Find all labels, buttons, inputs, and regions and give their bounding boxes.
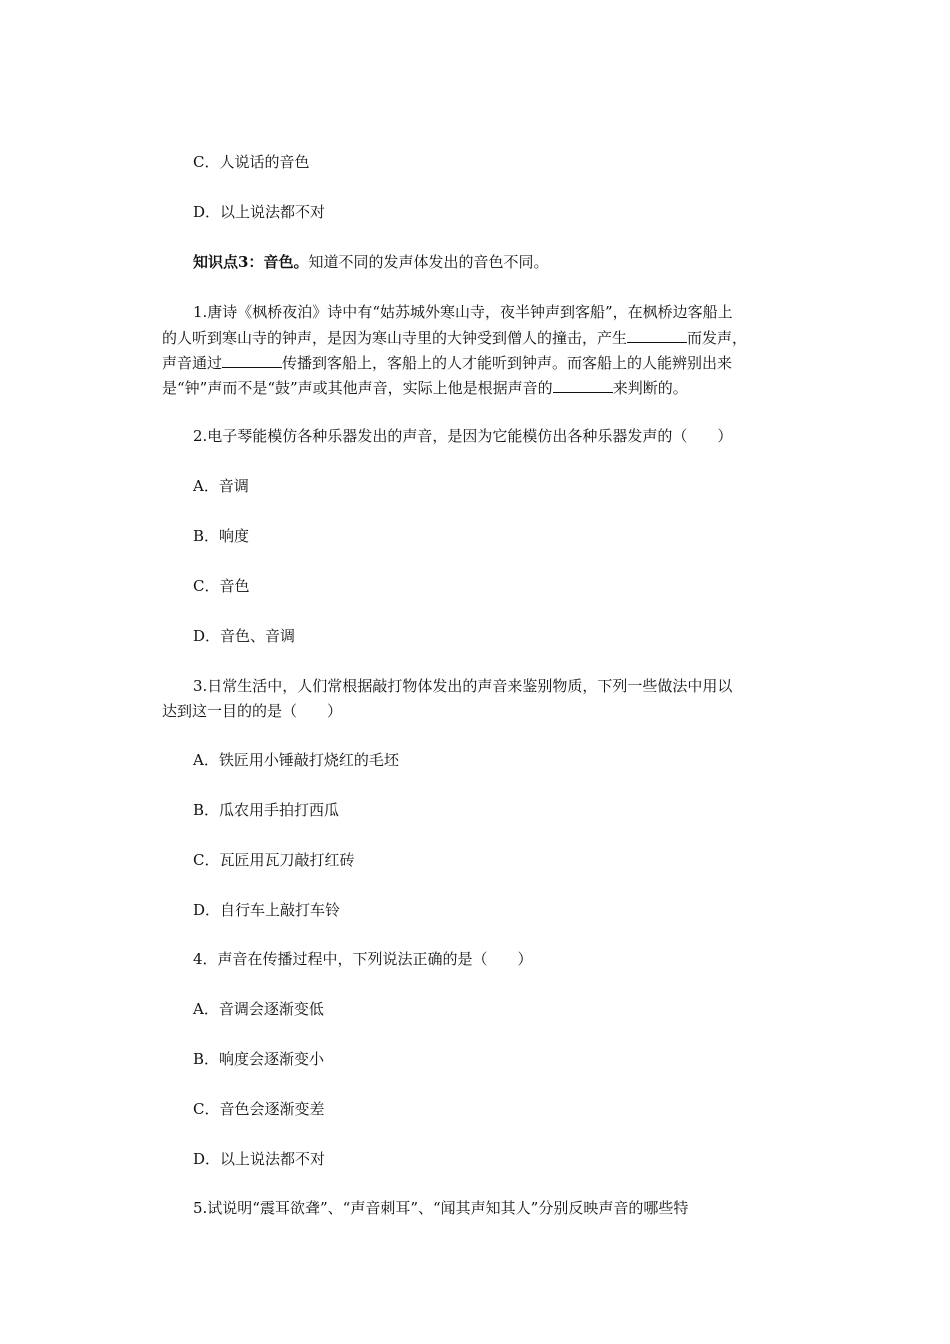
prev-option-c: C．人说话的音色	[193, 153, 310, 171]
answer-blank-3[interactable]	[553, 377, 613, 393]
q2-stem: 2.电子琴能模仿各种乐器发出的声音，是因为它能模仿出各种乐器发声的（ ）	[193, 427, 733, 445]
q1-line-3-text-a: 声音通过	[162, 354, 223, 372]
q5-stem: 5.试说明“震耳欲聋”、“声音刺耳”、“闻其声知其人”分别反映声音的哪些特	[193, 1199, 689, 1217]
q3-option-a[interactable]: A．铁匠用小锤敲打烧红的毛坯	[193, 751, 399, 769]
knowledge-point-text: 知道不同的发声体发出的音色不同。	[308, 253, 549, 271]
q4-option-a[interactable]: A．音调会逐渐变低	[193, 1000, 324, 1018]
q2-option-b[interactable]: B．响度	[193, 527, 250, 545]
q1-line-2	[162, 327, 802, 348]
q1-line-2-text-b: 而发声，	[687, 329, 748, 347]
q2-option-d[interactable]: D．音色、音调	[193, 627, 296, 645]
q1-line-4-text-a: 是“钟”声而不是“鼓”声或其他声音，实际上他是根据声音的	[162, 379, 553, 397]
q1-line-4	[162, 377, 802, 398]
q4-option-b[interactable]: B．响度会逐渐变小	[193, 1050, 325, 1068]
q3-option-c[interactable]: C．瓦匠用瓦刀敲打红砖	[193, 851, 355, 869]
q2-option-a[interactable]: A．音调	[193, 477, 249, 495]
q3-stem-line-1: 3.日常生活中，人们常根据敲打物体发出的声音来鉴别物质，下列一些做法中用以	[193, 677, 733, 695]
prev-option-d: D．以上说法都不对	[193, 203, 326, 221]
knowledge-point-label: 知识点3：音色。	[193, 253, 309, 271]
q4-option-c[interactable]: C．音色会逐渐变差	[193, 1100, 325, 1118]
q3-option-d[interactable]: D．自行车上敲打车铃	[193, 901, 341, 919]
q3-stem-line-2: 达到这一目的的是（ ）	[162, 702, 343, 720]
knowledge-point	[193, 252, 548, 272]
q3-option-b[interactable]: B．瓜农用手拍打西瓜	[193, 801, 340, 819]
q4-option-d[interactable]: D．以上说法都不对	[193, 1150, 326, 1168]
q1-line-2-text-a: 的人听到寒山寺的钟声，是因为寒山寺里的大钟受到僧人的撞击，产生	[162, 329, 628, 347]
q1-line-1: 1.唐诗《枫桥夜泊》诗中有“姑苏城外寒山寺，夜半钟声到客船”，在枫桥边客船上	[193, 303, 733, 321]
q4-stem: 4．声音在传播过程中，下列说法正确的是（ ）	[193, 950, 533, 968]
q1-line-3	[162, 352, 802, 373]
q1-line-4-text-b: 来判断的。	[612, 379, 688, 397]
answer-blank-2[interactable]	[222, 352, 282, 368]
q2-option-c[interactable]: C．音色	[193, 577, 250, 595]
answer-blank-1[interactable]	[627, 327, 687, 343]
q1-line-3-text-b: 传播到客船上，客船上的人才能听到钟声。而客船上的人能辨别出来	[282, 354, 733, 372]
